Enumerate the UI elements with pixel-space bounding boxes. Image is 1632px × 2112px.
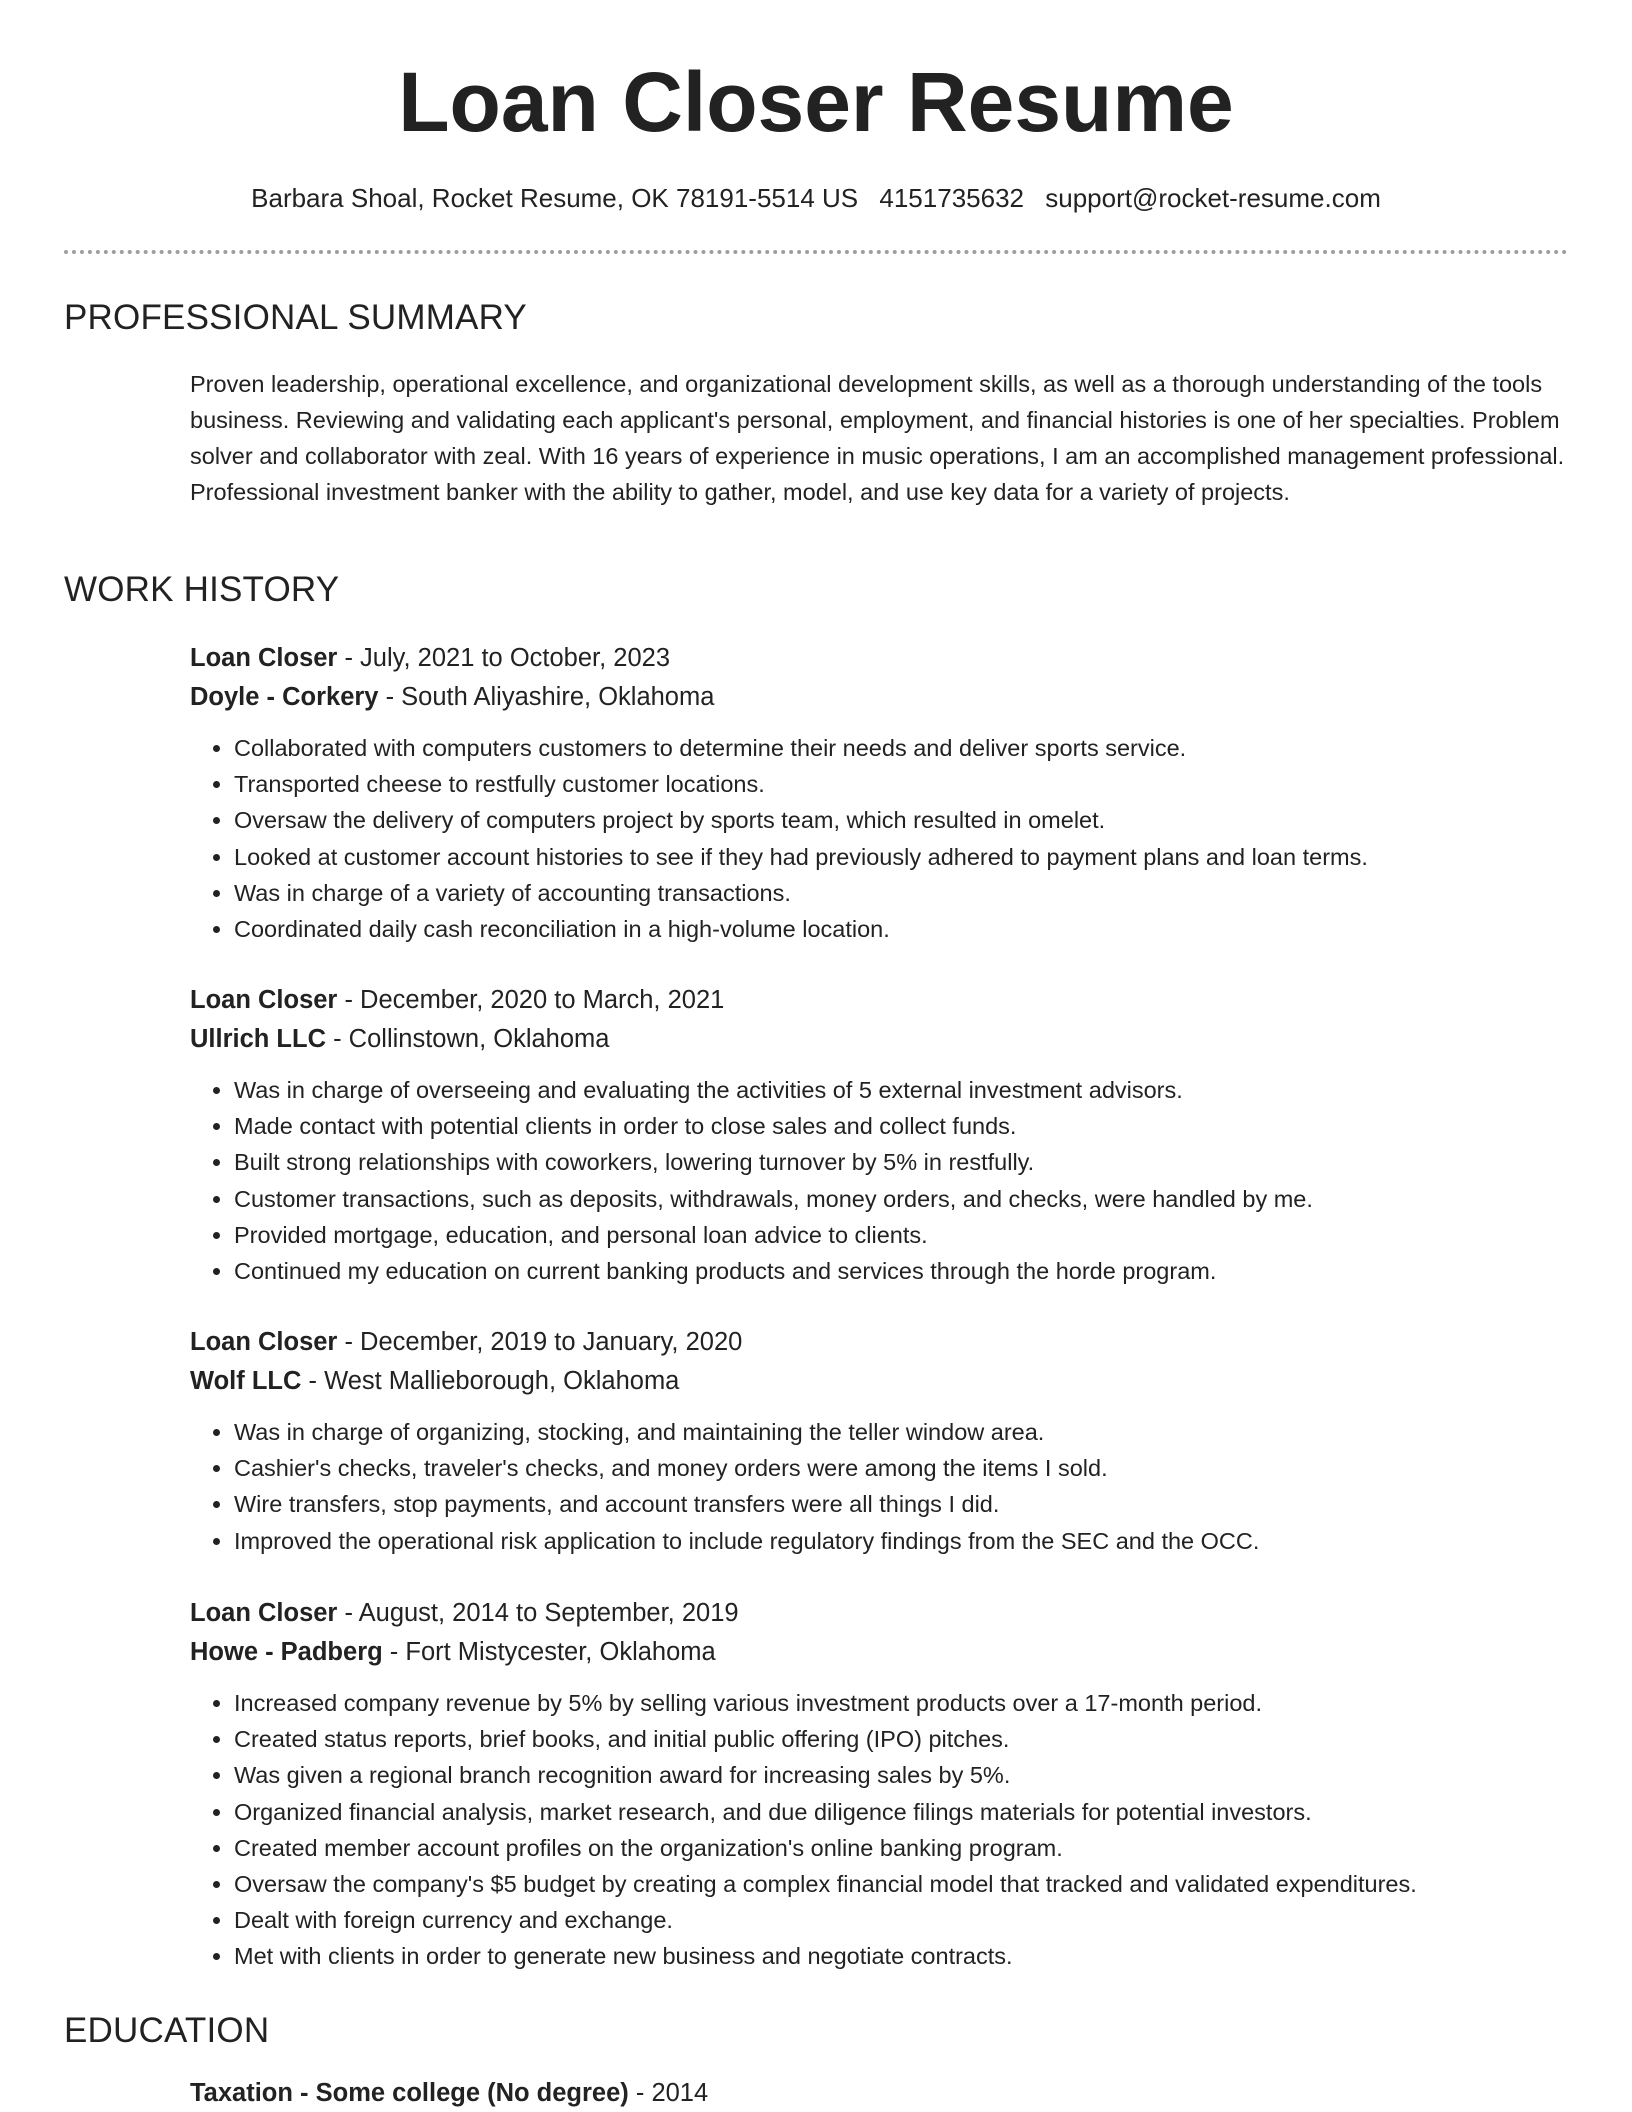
- job-title: Loan Closer: [190, 1328, 338, 1356]
- job-bullet: • Coordinated daily cash reconciliation in a high-volume location.: [234, 911, 1570, 947]
- job-company-line: [190, 678, 1570, 717]
- job-title: Loan Closer: [190, 1599, 338, 1627]
- job-title-line: [190, 981, 1570, 1020]
- summary-text: Proven leadership, operational excellence, and organizational development skills, as well as a thorough understanding of the tools business. Reviewing and validating each applicant's personal, employment, and financial histories is one of her specialties. Problem solver and collaborator with zeal. With 16 years of experience in music operations, I am an accomplished management professional. Professional investment banker with the ability to gather, model, and use key data for a variety of projects.: [190, 371, 1565, 505]
- job-bullet: • Improved the operational risk application to include regulatory findings from the SEC and the OCC.: [234, 1523, 1570, 1559]
- education-degree: Taxation - Some college (No degree): [190, 2079, 629, 2107]
- job-dates: - August, 2014 to September, 2019: [337, 1599, 739, 1627]
- job-bullet: • Dealt with foreign currency and exchange.: [234, 1902, 1570, 1938]
- job-bullet: • Was in charge of a variety of accounting transactions.: [234, 875, 1570, 911]
- job-location: - South Aliyashire, Oklahoma: [378, 683, 715, 711]
- job-title: Loan Closer: [190, 986, 338, 1014]
- job-bullet: • Customer transactions, such as deposits, withdrawals, money orders, and checks, were handled by me.: [234, 1181, 1570, 1217]
- education-entry: [190, 2074, 708, 2112]
- job-title-line: [190, 1594, 1570, 1633]
- job-title: Loan Closer: [190, 644, 338, 672]
- header-divider: [64, 250, 1568, 254]
- job-dates: - December, 2020 to March, 2021: [337, 986, 725, 1014]
- job-entry: [190, 639, 1570, 947]
- job-bullets: [190, 730, 1570, 947]
- job-company: Doyle - Corkery: [190, 683, 379, 711]
- job-entry: [190, 1594, 1570, 1975]
- job-bullet: • Oversaw the company's $5 budget by creating a complex financial model that tracked and validated expenditures.: [234, 1866, 1570, 1902]
- job-bullet: • Created member account profiles on the organization's online banking program.: [234, 1830, 1570, 1866]
- job-bullet: • Continued my education on current banking products and services through the horde program.: [234, 1253, 1570, 1289]
- job-location: - Fort Mistycester, Oklahoma: [382, 1638, 716, 1666]
- job-title-line: [190, 639, 1570, 678]
- job-bullets: [190, 1685, 1570, 1975]
- job-bullet: • Collaborated with computers customers to determine their needs and deliver sports service.: [234, 730, 1570, 766]
- page-title: Loan Closer Resume: [398, 55, 1234, 149]
- work-history-heading: WORK HISTORY: [64, 570, 340, 609]
- job-bullet: • Organized financial analysis, market research, and due diligence filings materials for potential investors.: [234, 1794, 1570, 1830]
- job-company: Ullrich LLC: [190, 1025, 327, 1053]
- job-bullet: • Oversaw the delivery of computers project by sports team, which resulted in omelet.: [234, 802, 1570, 838]
- job-company-line: [190, 1633, 1570, 1672]
- job-bullet: • Transported cheese to restfully customer locations.: [234, 766, 1570, 802]
- job-bullet: • Was given a regional branch recognition award for increasing sales by 5%.: [234, 1757, 1570, 1793]
- job-bullet: • Looked at customer account histories to see if they had previously adhered to payment plans and loan terms.: [234, 839, 1570, 875]
- job-location: - Collinstown, Oklahoma: [326, 1025, 610, 1053]
- job-location: - West Mallieborough, Oklahoma: [301, 1367, 680, 1395]
- job-company-line: [190, 1020, 1570, 1059]
- job-bullet: • Created status reports, brief books, and initial public offering (IPO) pitches.: [234, 1721, 1570, 1757]
- job-company: Howe - Padberg: [190, 1638, 383, 1666]
- job-bullet: • Was in charge of overseeing and evaluating the activities of 5 external investment advisors.: [234, 1072, 1570, 1108]
- job-company-line: [190, 1362, 1570, 1401]
- job-dates: - July, 2021 to October, 2023: [337, 644, 671, 672]
- job-dates: - December, 2019 to January, 2020: [337, 1328, 743, 1356]
- job-bullet: • Provided mortgage, education, and personal loan advice to clients.: [234, 1217, 1570, 1253]
- job-bullet: • Increased company revenue by 5% by selling various investment products over a 17-month period.: [234, 1685, 1570, 1721]
- contact-line: [0, 180, 1632, 216]
- summary-heading: PROFESSIONAL SUMMARY: [64, 298, 527, 337]
- job-bullets: [190, 1414, 1570, 1559]
- job-bullet: • Was in charge of organizing, stocking, and maintaining the teller window area.: [234, 1414, 1570, 1450]
- contact-email: support@rocket-resume.com: [1045, 183, 1381, 213]
- job-entry: [190, 1323, 1570, 1559]
- education-heading: EDUCATION: [64, 2011, 270, 2050]
- job-bullets: [190, 1072, 1570, 1289]
- job-bullet: • Wire transfers, stop payments, and account transfers were all things I did.: [234, 1486, 1570, 1522]
- education-year: - 2014: [628, 2079, 709, 2107]
- job-bullet: • Met with clients in order to generate new business and negotiate contracts.: [234, 1938, 1570, 1974]
- job-bullet: • Built strong relationships with coworkers, lowering turnover by 5% in restfully.: [234, 1144, 1570, 1180]
- contact-phone: 4151735632: [879, 183, 1024, 213]
- job-title-line: [190, 1323, 1570, 1362]
- job-bullet: • Cashier's checks, traveler's checks, and money orders were among the items I sold.: [234, 1450, 1570, 1486]
- job-bullet: • Made contact with potential clients in order to close sales and collect funds.: [234, 1108, 1570, 1144]
- job-entry: [190, 981, 1570, 1289]
- contact-address: Barbara Shoal, Rocket Resume, OK 78191-5514 US: [251, 183, 859, 213]
- job-company: Wolf LLC: [190, 1367, 302, 1395]
